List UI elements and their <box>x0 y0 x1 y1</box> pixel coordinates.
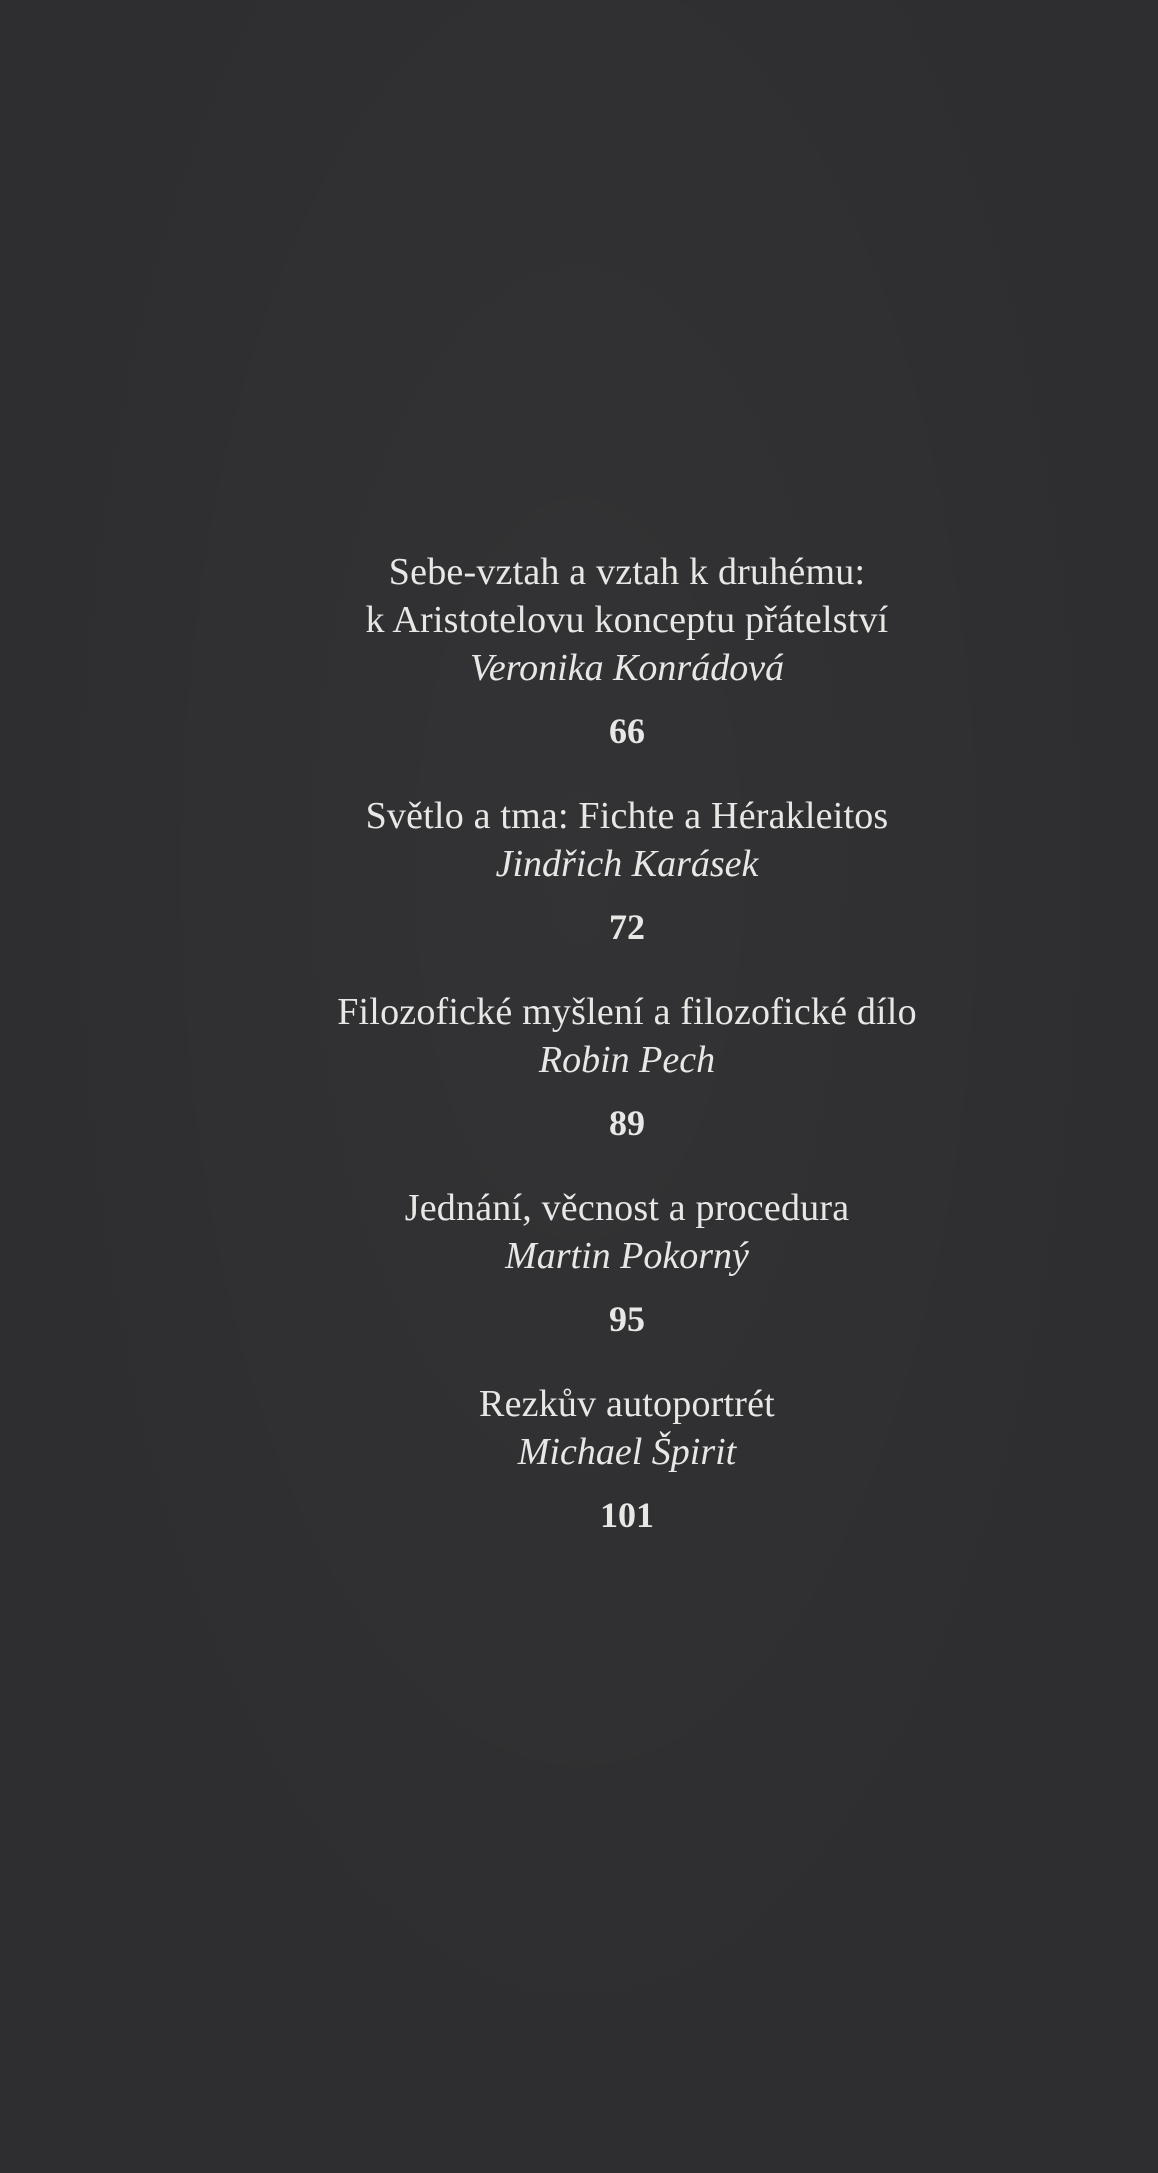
entry-title-line: Jednání, věcnost a procedura <box>404 1187 850 1229</box>
toc-entry <box>0 1380 1158 1538</box>
entry-page-number: 95 <box>609 1299 645 1339</box>
toc-entry <box>0 792 1158 950</box>
entry-page-number: 89 <box>609 1103 645 1143</box>
entry-author: Jindřich Karásek <box>495 843 759 885</box>
toc-entry <box>0 1184 1158 1342</box>
entry-title-line: Filozofické myšlení a filozofické dílo <box>337 991 917 1033</box>
toc-entry <box>0 548 1158 754</box>
entry-author: Michael Špirit <box>517 1431 737 1473</box>
entry-author: Robin Pech <box>538 1039 716 1081</box>
entry-title-line: k Aristotelovu konceptu přátelství <box>365 599 889 641</box>
entry-author: Martin Pokorný <box>505 1235 749 1277</box>
entry-page-number: 101 <box>600 1495 654 1535</box>
table-of-contents <box>0 548 1158 1576</box>
toc-entry <box>0 988 1158 1146</box>
entry-page-number: 66 <box>609 711 645 751</box>
entry-title-line: Světlo a tma: Fichte a Hérakleitos <box>365 795 889 837</box>
entry-page-number: 72 <box>609 907 645 947</box>
entry-author: Veronika Konrádová <box>469 647 785 689</box>
entry-title-line: Sebe-vztah a vztah k druhému: <box>388 551 866 593</box>
entry-title-line: Rezkův autoportrét <box>479 1383 775 1425</box>
